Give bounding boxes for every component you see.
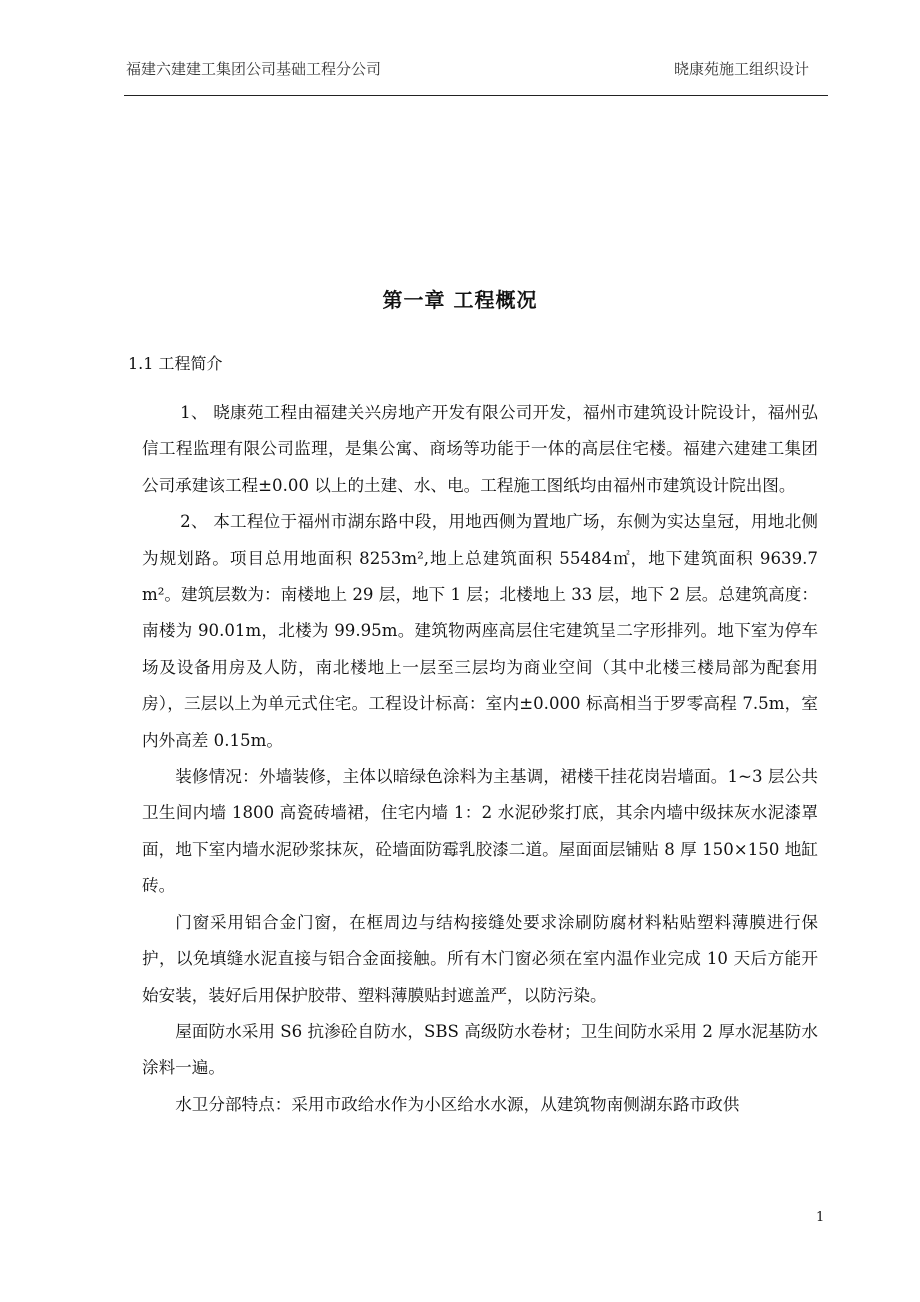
paragraph-doors-windows: 门窗采用铝合金门窗，在框周边与结构接缝处要求涂刷防腐材料粘贴塑料薄膜进行保护，以免填缝水泥直接与铝合金面接触。所有木门窗必须在室内温作业完成 10 天后方能开始安装，装好后用保护胶带、塑料薄膜贴封遮盖严，以防污染。 (142, 912, 818, 1005)
paragraph-site-and-scale: 2、 本工程位于福州市湖东路中段，用地西侧为置地广场，东侧为实达皇冠，用地北侧为规划路。项目总用地面积 8253m²,地上总建筑面积 55484㎡，地下建筑面积 9639.7 m²。建筑层数为：南楼地上 29 层，地下 1 层；北楼地上 33 层，地下 2 层。总建筑高度：南楼为 90.01m，北楼为 99.95m。建筑物两座高层住宅建筑呈二字形排列。地下室为停车场及设备用房及人防，南北楼地上一层至三层均为商业空间（其中北楼三楼局部为配套用房），三层以上为单元式住宅。工程设计标高：室内±0.000 标高相当于罗零高程 7.5m，室内外高差 0.15m。 (142, 512, 818, 750)
section-title: 1.1 工程简介 (128, 354, 223, 373)
paragraph-waterproofing: 屋面防水采用 S6 抗渗砼自防水，SBS 高级防水卷材；卫生间防水采用 2 厚水泥基防水涂料一遍。 (142, 1021, 818, 1078)
paragraph-plumbing: 水卫分部特点：采用市政给水作为小区给水水源，从建筑物南侧湖东路市政供 (175, 1094, 740, 1114)
page-header (126, 58, 827, 84)
paragraph-project-intro: 1、 晓康苑工程由福建关兴房地产开发有限公司开发，福州市建筑设计院设计，福州弘信工程监理有限公司监理，是集公寓、商场等功能于一体的高层住宅楼。福建六建建工集团公司承建该工程±0.00 以上的土建、水、电。工程施工图纸均由福州市建筑设计院出图。 (142, 403, 818, 495)
page-number: 1 (816, 1210, 825, 1225)
header-company-name: 福建六建建工集团公司基础工程分公司 (126, 60, 382, 78)
header-document-title: 晓康苑施工组织设计 (673, 60, 809, 78)
section-body (142, 395, 818, 1123)
chapter-title: 第一章 工程概况 (382, 288, 538, 312)
paragraph-decoration: 装修情况：外墙装修，主体以暗绿色涂料为主基调，裙楼干挂花岗岩墙面。1~3 层公共卫生间内墙 1800 高瓷砖墙裙，住宅内墙 1：2 水泥砂浆打底，其余内墙中级抹灰水泥漆罩面，地下室内墙水泥砂浆抹灰，砼墙面防霉乳胶漆二道。屋面面层铺贴 8 厚 150×150 地缸砖。 (142, 767, 818, 896)
header-divider (124, 95, 828, 96)
